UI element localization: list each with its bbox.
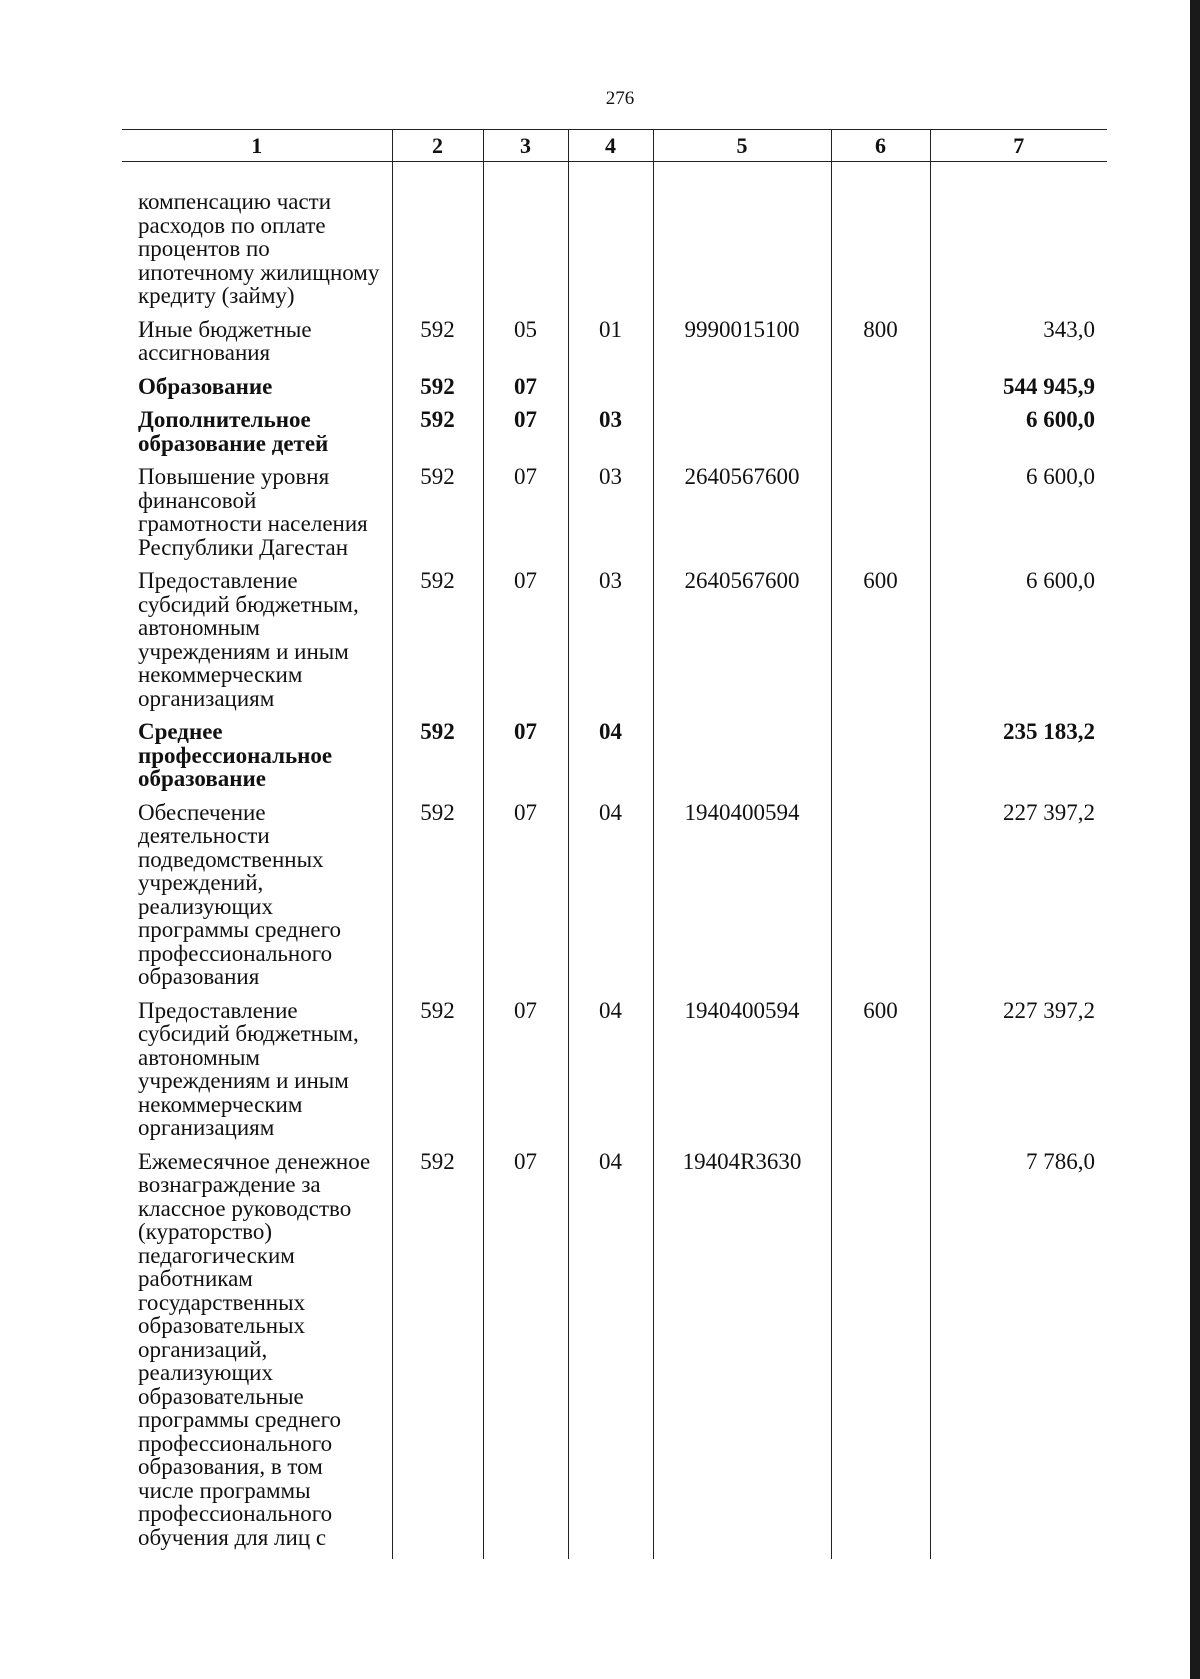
row-expense-type-cell: [831, 720, 930, 801]
column-header-3: 3: [483, 130, 568, 162]
row-name-cell: Иные бюджетные ассигнования: [138, 316, 312, 365]
row-name-cell: Обеспечение деятельности подведомственных учреждений, реализующих программы среднего профессионального образования: [138, 799, 341, 989]
column-header-1: 1: [122, 130, 392, 162]
row-section-cell: 07: [483, 375, 568, 409]
table-row: [122, 375, 1107, 409]
row-expense-type-cell: 600: [831, 569, 930, 720]
row-amount-cell: 227 397,2: [930, 801, 1107, 999]
table-row: [122, 465, 1107, 569]
column-header-6: 6: [831, 130, 930, 162]
page-edge: [1190, 0, 1200, 1679]
table-row: [122, 318, 1107, 375]
row-name-cell: Дополнительное образование детей: [138, 407, 329, 456]
row-expense-type-cell: [831, 465, 930, 569]
row-target-article-cell: [653, 408, 831, 465]
row-target-article-cell: 2640567600: [653, 569, 831, 720]
table-row: [122, 720, 1107, 801]
row-chapter-cell: 592: [392, 801, 483, 999]
row-subsection-cell: 04: [568, 801, 653, 999]
row-amount-cell: 235 183,2: [930, 720, 1107, 801]
row-chapter-cell: 592: [392, 999, 483, 1150]
row-subsection-cell: [568, 375, 653, 409]
row-subsection-cell: [568, 190, 653, 318]
row-target-article-cell: 1940400594: [653, 999, 831, 1150]
row-subsection-cell: 01: [568, 318, 653, 375]
row-amount-cell: 544 945,9: [930, 375, 1107, 409]
table-header-row: [122, 130, 1107, 162]
row-section-cell: 07: [483, 465, 568, 569]
row-chapter-cell: 592: [392, 1150, 483, 1560]
row-section-cell: 07: [483, 801, 568, 999]
row-chapter-cell: 592: [392, 375, 483, 409]
row-name-cell: компенсацию части расходов по оплате процентов по ипотечному жилищному кредиту (займу): [138, 189, 380, 308]
row-target-article-cell: 19404R3630: [653, 1150, 831, 1560]
row-amount-cell: 343,0: [930, 318, 1107, 375]
row-expense-type-cell: [831, 190, 930, 318]
row-section-cell: 07: [483, 999, 568, 1150]
row-subsection-cell: 03: [568, 408, 653, 465]
table-row: [122, 999, 1107, 1150]
column-header-7: 7: [930, 130, 1107, 162]
row-amount-cell: [930, 190, 1107, 318]
row-name-cell: Предоставление субсидий бюджетным, автономным учреждениям и иным некоммерческим организациям: [138, 568, 359, 711]
row-chapter-cell: [392, 190, 483, 318]
row-target-article-cell: [653, 375, 831, 409]
row-target-article-cell: [653, 720, 831, 801]
column-header-5: 5: [653, 130, 831, 162]
row-name-cell: Предоставление субсидий бюджетным, автономным учреждениям и иным некоммерческим организациям: [138, 997, 359, 1140]
row-amount-cell: 6 600,0: [930, 408, 1107, 465]
row-chapter-cell: 592: [392, 569, 483, 720]
row-target-article-cell: 1940400594: [653, 801, 831, 999]
row-subsection-cell: 03: [568, 569, 653, 720]
table-row: [122, 1150, 1107, 1560]
table-spacer-row: [122, 162, 1107, 191]
row-subsection-cell: 04: [568, 999, 653, 1150]
row-section-cell: 07: [483, 1150, 568, 1560]
table-row: [122, 569, 1107, 720]
page-number: 276: [605, 88, 635, 109]
row-amount-cell: 6 600,0: [930, 465, 1107, 569]
row-name-cell: Образование: [138, 373, 273, 399]
row-chapter-cell: 592: [392, 720, 483, 801]
row-expense-type-cell: [831, 1150, 930, 1560]
row-amount-cell: 6 600,0: [930, 569, 1107, 720]
row-section-cell: 07: [483, 720, 568, 801]
row-section-cell: 07: [483, 408, 568, 465]
row-section-cell: 07: [483, 569, 568, 720]
table-row: [122, 801, 1107, 999]
budget-table: [122, 129, 1107, 1559]
table-body: [122, 162, 1107, 1560]
column-header-2: 2: [392, 130, 483, 162]
row-subsection-cell: 04: [568, 1150, 653, 1560]
row-target-article-cell: 9990015100: [653, 318, 831, 375]
row-expense-type-cell: [831, 375, 930, 409]
row-expense-type-cell: 600: [831, 999, 930, 1150]
row-expense-type-cell: 800: [831, 318, 930, 375]
row-subsection-cell: 03: [568, 465, 653, 569]
row-target-article-cell: 2640567600: [653, 465, 831, 569]
row-expense-type-cell: [831, 801, 930, 999]
row-expense-type-cell: [831, 408, 930, 465]
row-name-cell: Ежемесячное денежное вознаграждение за классное руководство (кураторство) педагогическим работникам государственных образовательных организаций, реализующих образовательные программы среднего профессионального образования, в том числе программы профессионального обучения для лиц с: [138, 1148, 371, 1550]
table-row: [122, 408, 1107, 465]
row-amount-cell: 7 786,0: [930, 1150, 1107, 1560]
column-header-4: 4: [568, 130, 653, 162]
row-name-cell: Среднее профессиональное образование: [138, 719, 333, 791]
row-amount-cell: 227 397,2: [930, 999, 1107, 1150]
row-chapter-cell: 592: [392, 318, 483, 375]
row-section-cell: [483, 190, 568, 318]
row-subsection-cell: 04: [568, 720, 653, 801]
row-chapter-cell: 592: [392, 408, 483, 465]
row-section-cell: 05: [483, 318, 568, 375]
row-name-cell: Повышение уровня финансовой грамотности населения Республики Дагестан: [138, 464, 368, 560]
row-chapter-cell: 592: [392, 465, 483, 569]
table-row: [122, 190, 1107, 318]
row-target-article-cell: [653, 190, 831, 318]
